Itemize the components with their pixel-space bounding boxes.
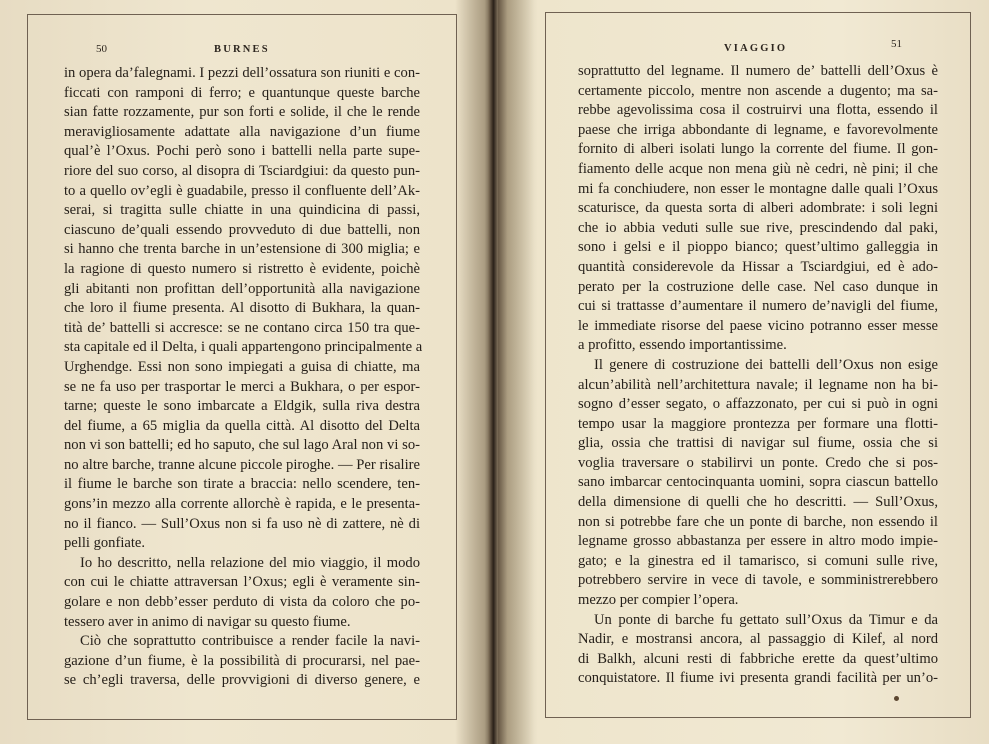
text-line: meravigliosamente adattate alla navigazione d’un fiume — [64, 123, 420, 140]
text-line: gons’in mezzo alla corrente allorchè è rapida, e le presenta- — [64, 496, 420, 513]
left-page-number: 50 — [96, 43, 107, 55]
text-line: del fiume, a 65 miglia da quella città. Al disotto del Delta — [64, 417, 420, 434]
text-line: le immediate risorse del paese vicino potranno esser messe — [578, 317, 938, 334]
text-line: pelli gonfiate. — [64, 535, 146, 552]
text-line: scaturisce, da questa sorta di alberi adombrate: i soli legni — [578, 200, 938, 217]
ink-spot — [894, 696, 899, 701]
text-line: serai, si tragitta sulle chiatte in una quindicina di passi, — [64, 202, 420, 219]
text-line: tità de’ battelli si accresce: se ne contano circa 150 tra que- — [64, 319, 420, 336]
text-line: riore del suo corso, al disopra di Tsciardgiui: da questo pun- — [64, 162, 420, 179]
text-line: fiamento delle acque non mena giù nè cedri, nè pini; il che — [578, 160, 938, 177]
text-line: gazione d’un fiume, è la possibilità di procurarsi, nel pae- — [64, 652, 420, 669]
text-line: potrebbero servire in vece di tavole, e somministrerebbero — [578, 572, 938, 589]
text-line: to a quello ov’egli è guadabile, presso il confluente dell’Ak- — [64, 182, 420, 199]
text-line: Ciò che soprattutto contribuisce a render facile la navi- — [80, 633, 420, 650]
text-line: la ragione di questo numero si ristretto è evidente, poichè — [64, 260, 420, 277]
right-page-number: 51 — [891, 38, 902, 50]
text-line: gli abitanti non profittan dell’opportunità alla navigazione — [64, 280, 420, 297]
text-line: sta capitale ed il Delta, i quali appartengono principalmente a — [64, 339, 423, 356]
left-running-head: BURNES — [214, 44, 270, 55]
text-line: sano imbarcar centocinquanta uomini, sopra ciascun battello — [578, 474, 938, 491]
text-line: legname grosso abbastanza per essere in altro modo impie- — [578, 533, 938, 550]
text-line: gato; e la ginestra ed il tamarisco, si comuni sulle rive, — [578, 552, 938, 569]
text-line: che io abbia veduti sulle sue rive, prescindendo dal paki, — [578, 219, 938, 236]
text-line: Un ponte di barche fu gettato sull’Oxus da Timur e da — [594, 611, 938, 628]
text-line: sono i gelsi e il pioppo bianco; quest’ultimo galleggia in — [578, 239, 938, 256]
text-line: mezzo per compier l’opera. — [578, 592, 739, 609]
text-line: perato per la costruzione delle case. Nel caso dunque in — [578, 278, 938, 295]
left-page-body — [64, 64, 423, 691]
text-line: cui si trattasse d’aumentare il numero de’navigli del fiume, — [578, 298, 938, 315]
text-line: Nadir, e mostransi ancora, al passaggio di Kilef, al nord — [578, 631, 938, 648]
right-running-head: VIAGGIO — [724, 43, 788, 54]
text-line: tarne; queste le sono imbarcate a Eldgik, sulla riva destra — [64, 398, 420, 415]
text-line: tempo usar la maggiore prontezza per formare una flotti- — [578, 415, 938, 432]
text-line: golare e non debb’esser perduto di vista da coloro che po- — [64, 594, 420, 611]
text-line: sogno d’esser segato, o affazzonato, per cui si può in ogni — [578, 396, 938, 413]
text-line: fornito di alberi isolati lungo la corrente del fiume. Il gon- — [578, 141, 938, 158]
text-line: non si potrebbe fare che un ponte di barche, non essendo il — [578, 513, 938, 530]
text-line: conquistatore. Il fiume ivi presenta grandi facilità per un’o- — [578, 670, 938, 687]
text-line: alcun’abilità nell’architettura navale; il legname non ha bi- — [578, 376, 938, 393]
text-line: soprattutto del legname. Il numero de’ battelli dell’Oxus è — [578, 63, 938, 79]
text-line: ciascuno de’quali essendo provveduto di due battelli, non — [64, 221, 420, 238]
text-line: in opera da’falegnami. I pezzi dell’ossatura son riuniti e con- — [64, 65, 420, 81]
text-line: no altre barche, tranne alcune piccole piroghe. — Per risalire — [64, 456, 420, 473]
right-page-body — [578, 62, 938, 689]
right-page — [498, 0, 989, 744]
text-line: mi fa conchiudere, non esser le montagne dalle quali l’Oxus — [578, 180, 938, 197]
text-line: no il fianco. — Sull’Oxus non si fa uso nè di zattere, nè di — [64, 515, 420, 532]
text-line: Io ho descritto, nella relazione del mio viaggio, il modo — [80, 554, 420, 571]
text-line: Urghendge. Essi non sono impiegati a guisa di chiatte, ma — [64, 358, 420, 375]
text-line: il fiume le barche son tirate a braccia: nello scendere, ten- — [64, 476, 420, 493]
text-line: sian fatte rozzamente, pur son forti e solide, il che le rende — [64, 104, 420, 121]
text-line: di Balkh, alcuni resti di fabbriche erette da quest’ultimo — [578, 650, 938, 667]
text-line: tessero aver in animo di navigar su questo fiume. — [64, 613, 351, 630]
left-page — [0, 0, 488, 744]
text-line: certamente piccolo, mentre non ascende a dugento; ma sa- — [578, 82, 938, 99]
text-line: della dimensione di quelli che ho descritti. — Sull’Oxus, — [578, 494, 938, 511]
text-line: se ch’egli traversa, delle provvigioni di diverso genere, e — [64, 672, 420, 689]
text-line: qual’è l’Oxus. Pochi però sono i battelli nella parte supe- — [64, 143, 420, 160]
text-line: voglia traversare o stabilirvi un ponte. Credo che si pos- — [578, 454, 938, 471]
text-line: che loro il fiume presenta. Al disotto di Bukhara, la quan- — [64, 300, 420, 317]
text-line: quantità considerevole da Hissar a Tsciardgiui, ed è ado- — [578, 258, 938, 275]
text-line: glia, ossia che trattisi di navigar sul fiume, ossia che si — [578, 435, 938, 452]
text-line: se ne fa uso per trasportar le merci a Bukhara, o per espor- — [64, 378, 420, 395]
text-line: non vi son battelli; ed ho saputo, che sul lago Aral non vi so- — [64, 437, 420, 454]
text-line: ficcati con ramponi di ferro; e quantunque queste barche — [64, 84, 420, 101]
book-gutter — [488, 0, 498, 744]
text-line: a profitto, essendo importantissime. — [578, 337, 787, 354]
text-line: Il genere di costruzione dei battelli dell’Oxus non esige — [594, 356, 938, 373]
text-line: con cui le chiatte attraversan l’Oxus; egli è veramente sin- — [64, 574, 420, 591]
text-line: paese che irriga abbondante di legname, e favorevolmente — [578, 121, 938, 138]
text-line: si hanno che trenta barche in un’estensione di 300 miglia; e — [64, 241, 420, 258]
text-line: rebbe agevolissima cosa il costruirvi una flotta, essendo il — [578, 102, 938, 119]
